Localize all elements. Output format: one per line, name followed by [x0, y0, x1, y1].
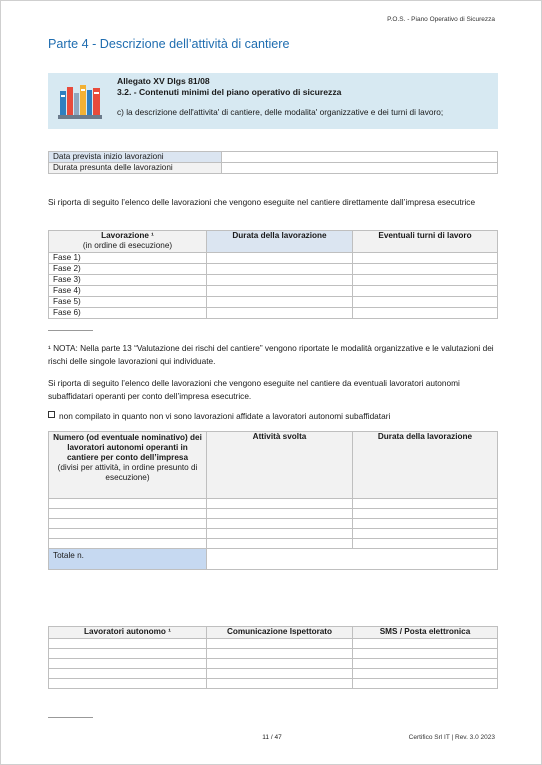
regulation-text: c) la descrizione dell'attivita' di cantiere, delle modalita' organizzative e dei turni di lavoro; — [117, 107, 444, 117]
autonomi-intro: Si riporta di seguito l’elenco delle lavorazioni che vengono eseguite nel cantiere da eventuali lavoratori autonomi subaffidatari operanti per conto dell’impresa esecutrice. — [48, 378, 460, 401]
footnote-note: ¹ NOTA: Nella parte 13 “Valutazione dei rischi del cantiere” vengono riportate le modalità organizzative e le valutazioni dei rischi delle singole lavorazioni qui individuate. — [48, 343, 494, 366]
table-row — [49, 253, 498, 264]
phases-table — [48, 230, 498, 319]
header-lavoratori-autonomo: Lavoratori autonomo ¹ — [49, 627, 207, 639]
regulation-section: 3.2. - Contenuti minimi del piano operativo di sicurezza — [117, 87, 342, 97]
table-row — [49, 509, 498, 519]
total-label: Totale n. — [49, 549, 207, 570]
table-row — [49, 286, 498, 297]
phase-label: Fase 2) — [49, 264, 207, 275]
header-attivita: Attività svolta — [207, 432, 353, 499]
header-turni: Eventuali turni di lavoro — [353, 231, 498, 253]
table-row — [49, 275, 498, 286]
table-row — [49, 163, 498, 174]
header-durata: Durata della lavorazione — [207, 231, 353, 253]
total-row — [49, 549, 498, 570]
table-row — [49, 639, 498, 649]
phase-label: Fase 5) — [49, 297, 207, 308]
header-lavorazione — [49, 231, 207, 253]
header-comunicazione: Comunicazione Ispettorato — [207, 627, 353, 639]
autonomi-table — [48, 431, 498, 570]
footer-rule — [48, 717, 93, 718]
table-row — [49, 308, 498, 319]
intro-paragraph: Si riporta di seguito l’elenco delle lavorazioni che vengono eseguite nel cantiere direttamente dall’impresa esecutrice — [48, 197, 476, 207]
table-row — [49, 679, 498, 689]
regulation-reference: Allegato XV Dlgs 81/08 — [117, 76, 210, 86]
header-lavorazione-sub: (in ordine di esecuzione) — [82, 241, 173, 250]
communications-table — [48, 626, 498, 689]
phase-label: Fase 4) — [49, 286, 207, 297]
table-row — [49, 499, 498, 509]
table-row — [49, 539, 498, 549]
start-date-value — [222, 152, 498, 163]
dates-table — [48, 151, 498, 174]
header-numero — [49, 432, 207, 499]
phase-label: Fase 6) — [49, 308, 207, 319]
page-number: 11 / 47 — [262, 734, 282, 741]
table-row — [49, 649, 498, 659]
table-row — [49, 659, 498, 669]
table-header-row — [49, 627, 498, 639]
table-row — [49, 152, 498, 163]
footer-credits: Certifico Srl IT | Rev. 3.0 2023 — [408, 734, 495, 741]
books-icon — [56, 81, 104, 121]
duration-label: Durata presunta delle lavorazioni — [49, 163, 222, 174]
checkbox-line — [48, 410, 503, 423]
checkbox-label: non compilato in quanto non vi sono lavorazioni affidate a lavoratori autonomi subaffidatari — [59, 411, 391, 421]
table-row — [49, 264, 498, 275]
table-row — [49, 297, 498, 308]
table-header-row — [49, 231, 498, 253]
start-date-label: Data prevista inizio lavorazioni — [49, 152, 222, 163]
phase-label: Fase 3) — [49, 275, 207, 286]
footnote-rule — [48, 330, 93, 331]
header-sms: SMS / Posta elettronica — [353, 627, 498, 639]
header-numero-label: Numero (od eventuale nominativo) dei lavoratori autonomi operanti in cantiere per conto dell’impresa — [53, 433, 202, 462]
header-lavorazione-label: Lavorazione ¹ — [101, 231, 154, 240]
header-title: P.O.S. - Piano Operativo di Sicurezza — [387, 16, 495, 23]
total-value — [207, 549, 498, 570]
header-durata-lavorazione: Durata della lavorazione — [353, 432, 498, 499]
page-title: Parte 4 - Descrizione dell’attività di cantiere — [48, 37, 290, 51]
table-row — [49, 529, 498, 539]
checkbox-icon[interactable] — [48, 411, 55, 418]
header-numero-sub: (divisi per attività, in ordine presunto di esecuzione) — [57, 463, 198, 482]
table-header-row — [49, 432, 498, 499]
table-row — [49, 669, 498, 679]
duration-value — [222, 163, 498, 174]
regulation-banner — [48, 73, 498, 129]
table-row — [49, 519, 498, 529]
phase-label: Fase 1) — [49, 253, 207, 264]
